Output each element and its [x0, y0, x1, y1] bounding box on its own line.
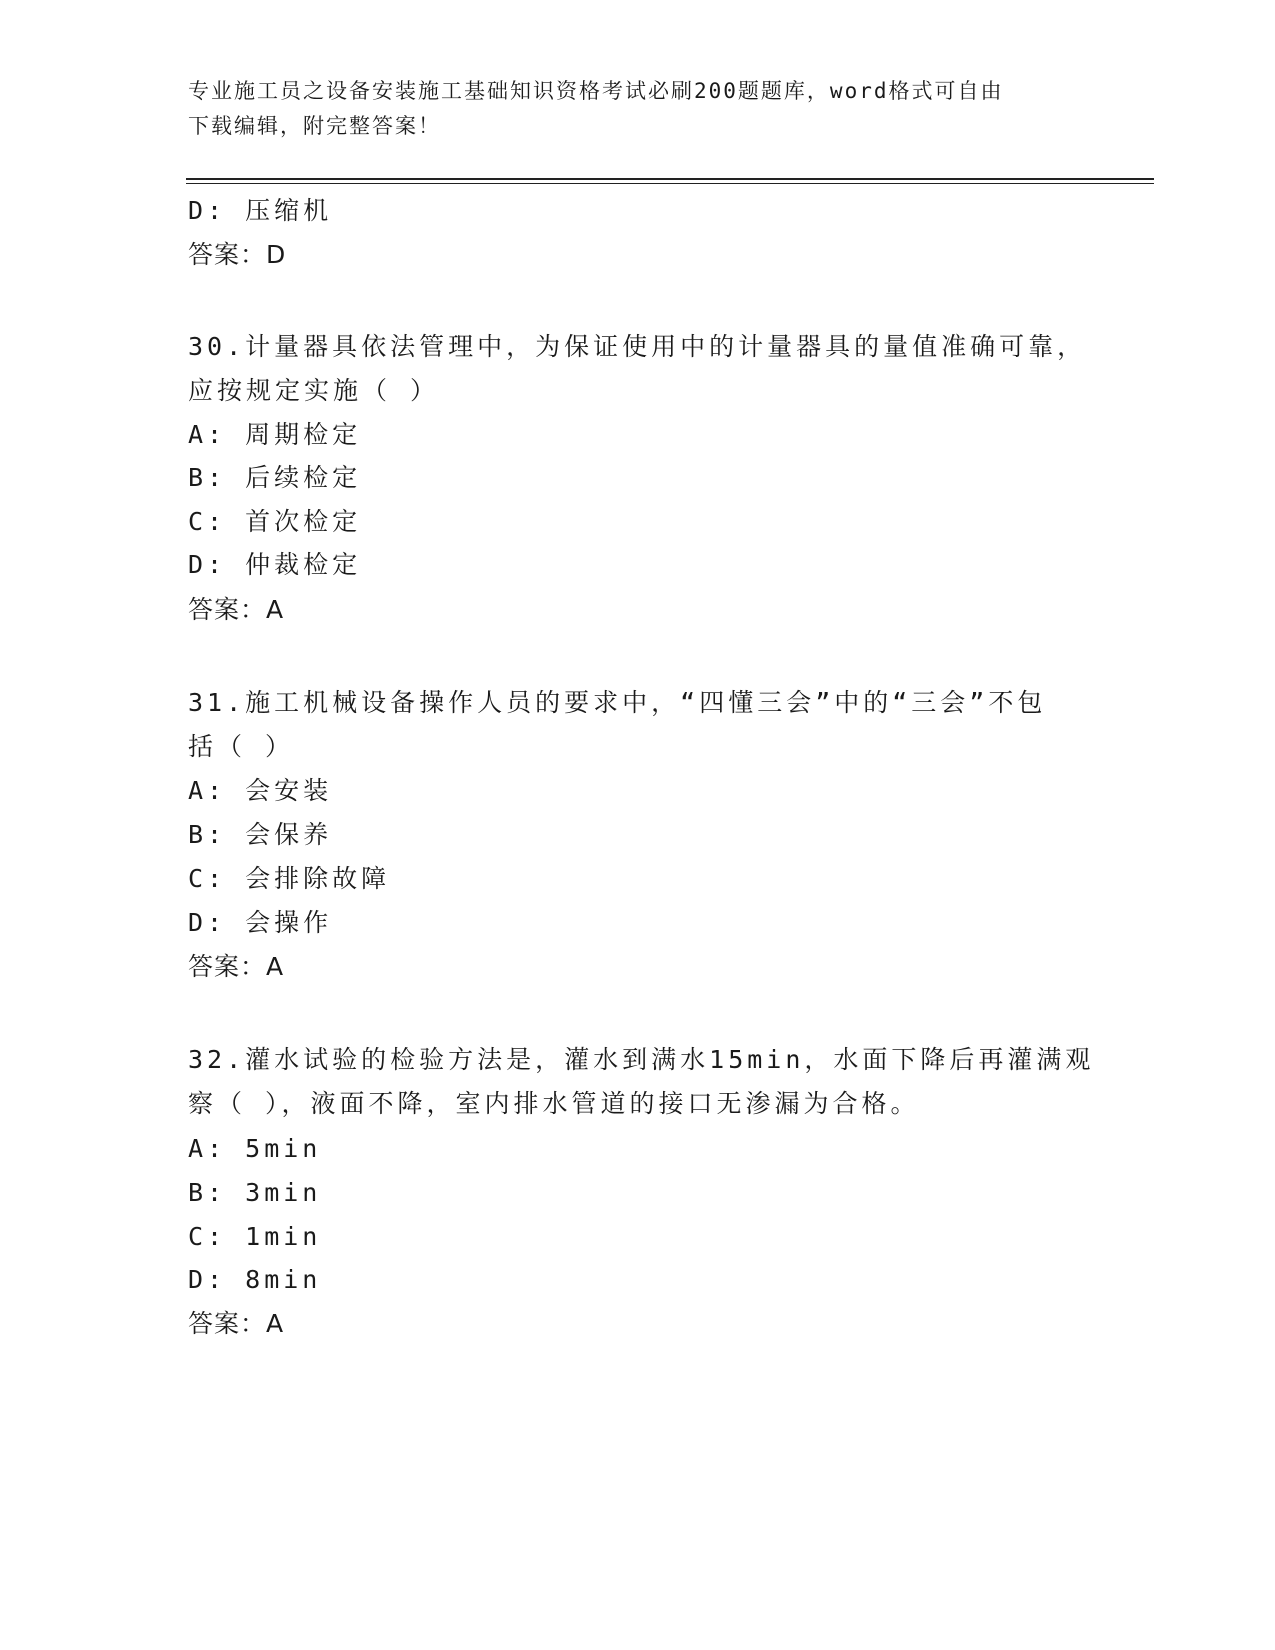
q32-option-b: B: 3min	[188, 1178, 322, 1207]
header-line-2: 下载编辑，附完整答案！	[188, 114, 441, 138]
header-line-1: 专业施工员之设备安装施工基础知识资格考试必刷200题题库，word格式可自由	[188, 79, 1004, 103]
q30-option-a: A: 周期检定	[188, 420, 362, 449]
q29-answer: 答案：D	[188, 240, 287, 269]
q31-stem-line-1: 31.施工机械设备操作人员的要求中，“四懂三会”中的“三会”不包	[188, 688, 1047, 717]
q31-option-d: D: 会操作	[188, 908, 333, 937]
q30-option-b: B: 后续检定	[188, 463, 362, 492]
q30-option-c: C: 首次检定	[188, 507, 362, 536]
q32-option-d: D: 8min	[188, 1265, 322, 1294]
q32-option-c: C: 1min	[188, 1222, 322, 1251]
q30-option-d: D: 仲裁检定	[188, 550, 362, 579]
q29-option-d: D: 压缩机	[188, 196, 333, 225]
q32-stem-line-1: 32.灌水试验的检验方法是，灌水到满水15min，水面下降后再灌满观	[188, 1045, 1095, 1074]
document-header	[188, 74, 1068, 144]
q31-option-a: A: 会安装	[188, 776, 333, 805]
header-divider-thin	[186, 183, 1154, 184]
q32-stem-line-2: 察（ ），液面不降，室内排水管道的接口无渗漏为合格。	[188, 1089, 920, 1118]
q30-answer: 答案：A	[188, 595, 285, 624]
q30-stem-line-1: 30.计量器具依法管理中，为保证使用中的计量器具的量值准确可靠，	[188, 332, 1087, 361]
q32-option-a: A: 5min	[188, 1134, 322, 1163]
q31-stem-line-2: 括（ ）	[188, 732, 295, 761]
q31-option-b: B: 会保养	[188, 820, 333, 849]
q32-answer: 答案：A	[188, 1309, 285, 1338]
header-divider-thick	[186, 178, 1154, 180]
q30-stem-line-2: 应按规定实施（ ）	[188, 376, 440, 405]
q31-answer: 答案：A	[188, 952, 285, 981]
q31-option-c: C: 会排除故障	[188, 864, 391, 893]
